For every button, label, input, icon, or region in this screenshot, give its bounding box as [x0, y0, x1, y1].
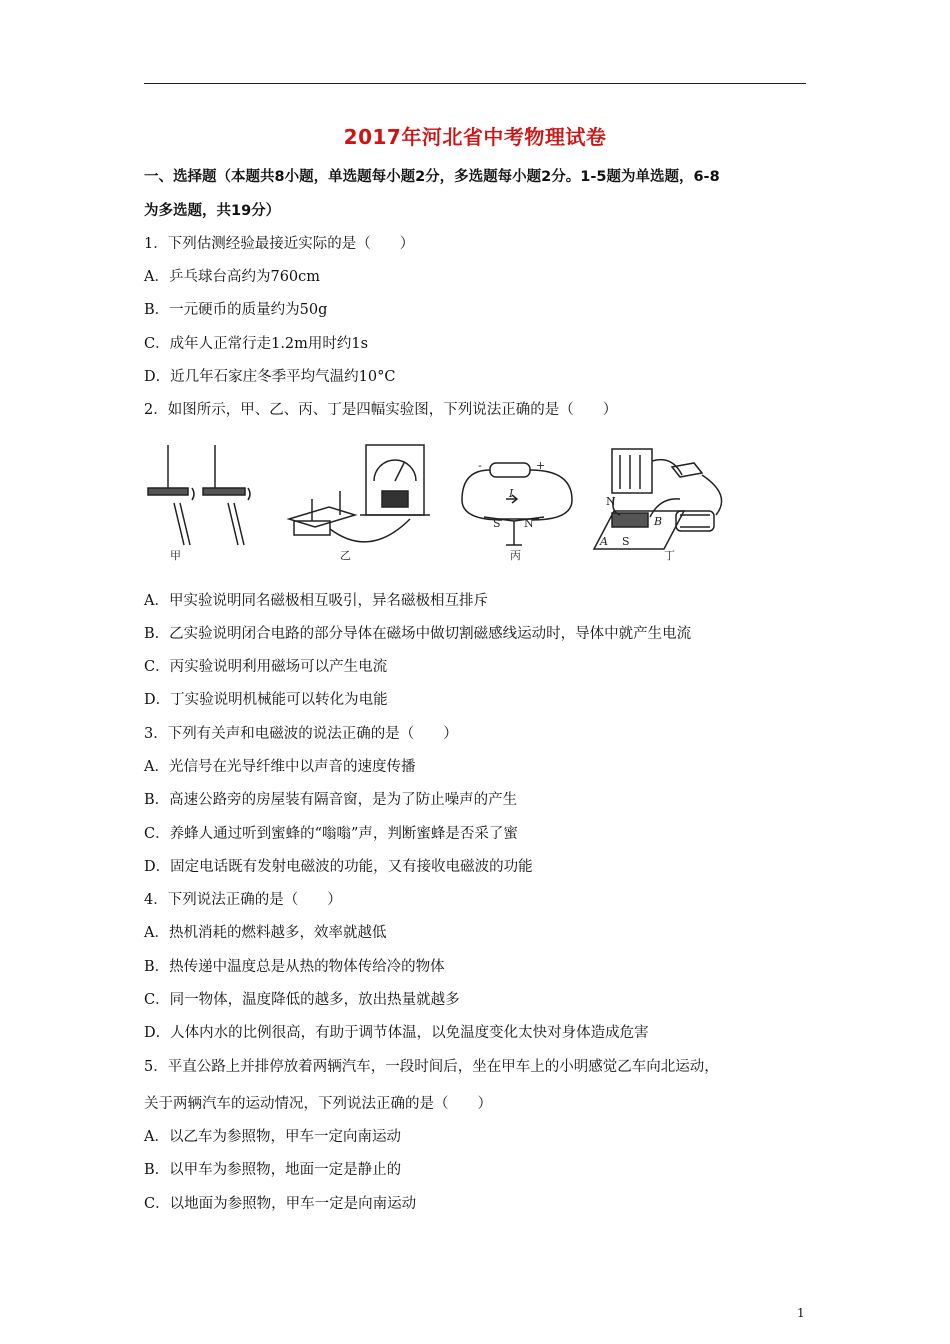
question-2-option-c: C．丙实验说明利用磁场可以产生电流 [144, 659, 388, 675]
figure-mark-s: S [493, 517, 501, 530]
figure-yi [289, 445, 430, 542]
question-5-stem-cont: 关于两辆汽车的运动情况，下列说法正确的是（ ） [144, 1096, 492, 1112]
figure-mark-minus: - [478, 459, 482, 472]
section-heading-cont: 为多选题，共19分） [144, 203, 281, 219]
figure-label-jia: 甲 [170, 549, 181, 562]
question-1-option-b: B．一元硬币的质量约为50g [144, 302, 328, 318]
question-3-option-b: B．高速公路旁的房屋装有隔音窗，是为了防止噪声的产生 [144, 792, 518, 808]
question-1-option-a: A．乒乓球台高约为760cm [144, 269, 321, 285]
question-3-option-d: D．固定电话既有发射电磁波的功能，又有接收电磁波的功能 [144, 859, 533, 875]
header-rule [144, 83, 806, 84]
figure-label-bing: 丙 [510, 549, 521, 562]
question-2-option-b: B．乙实验说明闭合电路的部分导体在磁场中做切割磁感线运动时，导体中就产生电流 [144, 626, 692, 642]
figure-label-ding: 丁 [664, 549, 675, 562]
question-4-option-d: D．人体内水的比例很高，有助于调节体温，以免温度变化太快对身体造成危害 [144, 1025, 649, 1041]
question-4-stem: 4．下列说法正确的是（ ） [144, 892, 342, 908]
question-5-stem: 5．平直公路上并排停放着两辆汽车，一段时间后，坐在甲车上的小明感觉乙车向北运动， [144, 1059, 719, 1075]
question-2-option-d: D．丁实验说明机械能可以转化为电能 [144, 692, 388, 708]
figure-mark-n2: N [606, 495, 616, 508]
question-4-option-b: B．热传递中温度总是从热的物体传给冷的物体 [144, 959, 445, 975]
figure-mark-n: N [524, 517, 534, 530]
figure-bing [462, 463, 572, 545]
figure-mark-b: B [654, 515, 663, 528]
figure-jia [148, 445, 250, 545]
question-3-stem: 3．下列有关声和电磁波的说法正确的是（ ） [144, 726, 458, 742]
question-2-option-a: A．甲实验说明同名磁极相互吸引，异名磁极相互排斥 [144, 593, 488, 609]
figure-mark-s2: S [622, 535, 630, 548]
figure-label-yi: 乙 [340, 549, 351, 562]
question-3-option-c: C．养蜂人通过听到蜜蜂的“嗡嗡”声，判断蜜蜂是否采了蜜 [144, 826, 518, 842]
question-1-option-c: C．成年人正常行走1.2m用时约1s [144, 336, 369, 352]
page-number: 1 [797, 1306, 805, 1320]
question-3-option-a: A．光信号在光导纤维中以声音的速度传播 [144, 759, 416, 775]
question-5-option-b: B．以甲车为参照物，地面一定是静止的 [144, 1162, 402, 1178]
page-title: 2017年河北省中考物理试卷 [343, 125, 607, 149]
figure-mark-current: I [509, 487, 514, 500]
question-5-option-a: A．以乙车为参照物，甲车一定向南运动 [144, 1129, 401, 1145]
figure-mark-a: A [600, 535, 608, 548]
question-4-option-c: C．同一物体，温度降低的越多，放出热量就越多 [144, 992, 460, 1008]
question-5-option-c: C．以地面为参照物，甲车一定是向南运动 [144, 1196, 417, 1212]
section-heading: 一、选择题（本题共8小题，单选题每小题2分，多选题每小题2分。1-5题为单选题，6-8 [144, 169, 720, 185]
question-4-option-a: A．热机消耗的燃料越多，效率就越低 [144, 925, 387, 941]
figure-mark-plus: + [536, 459, 546, 472]
question-1-stem: 1．下列估测经验最接近实际的是（ ） [144, 236, 415, 252]
question-1-option-d: D．近几年石家庄冬季平均气温约10°C [144, 369, 396, 385]
experiment-figure [144, 441, 724, 563]
question-2-stem: 2．如图所示，甲、乙、丙、丁是四幅实验图，下列说法正确的是（ ） [144, 402, 618, 418]
